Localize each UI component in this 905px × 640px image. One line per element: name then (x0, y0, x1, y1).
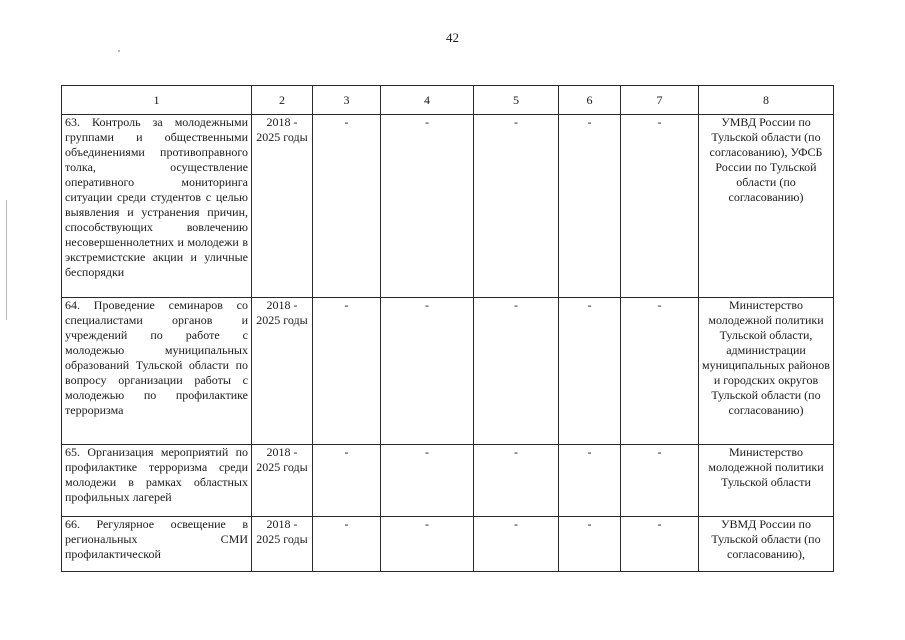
value-cell: - (313, 445, 381, 517)
value-cell: - (474, 115, 559, 298)
value-cell: - (559, 445, 621, 517)
value-cell: - (559, 517, 621, 572)
page-number: 42 (446, 30, 459, 45)
plan-table (61, 85, 834, 572)
value-cell: - (474, 517, 559, 572)
value-cell: - (559, 115, 621, 298)
column-header: 6 (559, 86, 621, 115)
executor-cell: УМВД России по Тульской области (по согласованию), УФСБ России по Тульской области (по согласованию) (699, 115, 834, 298)
measure-description: 65. Организация мероприятий по профилактике терроризма среди молодежи в рамках областных профильных лагерей (62, 445, 252, 517)
table-row (62, 115, 834, 298)
executor-cell: УВМД России по Тульской области (по согласованию), (699, 517, 834, 572)
value-cell: - (621, 445, 699, 517)
table-header-row (62, 86, 834, 115)
value-cell: - (474, 445, 559, 517)
period-cell: 2018 - 2025 годы (252, 445, 313, 517)
column-header: 3 (313, 86, 381, 115)
column-header: 5 (474, 86, 559, 115)
value-cell: - (621, 115, 699, 298)
value-cell: - (313, 115, 381, 298)
executor-cell: Министерство молодежной политики Тульской области, администрации муниципальных районов и городских округов Тульской области (по согласованию) (699, 298, 834, 445)
column-header: 7 (621, 86, 699, 115)
measure-description: 64. Проведение семинаров со специалистами органов и учреждений по работе с молодежью муниципальных образований Тульской области по вопросу организации работы с молодежью по профилактике терроризма (62, 298, 252, 445)
value-cell: - (313, 517, 381, 572)
period-cell: 2018 - 2025 годы (252, 115, 313, 298)
scan-dot (118, 50, 120, 52)
value-cell: - (621, 517, 699, 572)
period-cell: 2018 - 2025 годы (252, 298, 313, 445)
scan-edge-mark (6, 200, 7, 320)
value-cell: - (381, 115, 474, 298)
value-cell: - (474, 298, 559, 445)
value-cell: - (381, 517, 474, 572)
table-row (62, 445, 834, 517)
value-cell: - (381, 445, 474, 517)
column-header: 8 (699, 86, 834, 115)
measure-description: 66. Регулярное освещение в региональных СМИ профилактической (62, 517, 252, 572)
table-row (62, 517, 834, 572)
executor-cell: Министерство молодежной политики Тульской области (699, 445, 834, 517)
column-header: 1 (62, 86, 252, 115)
period-cell: 2018 - 2025 годы (252, 517, 313, 572)
value-cell: - (621, 298, 699, 445)
value-cell: - (559, 298, 621, 445)
column-header: 2 (252, 86, 313, 115)
column-header: 4 (381, 86, 474, 115)
measure-description: 63. Контроль за молодежными группами и общественными объединениями противоправного толка, осуществление оперативного мониторинга ситуации среди студентов с целью выявления и устранения причин, способствующих вовлечению несовершеннолетних и молодежи в экстремистские акции и уличные беспорядки (62, 115, 252, 298)
value-cell: - (313, 298, 381, 445)
value-cell: - (381, 298, 474, 445)
table-row (62, 298, 834, 445)
